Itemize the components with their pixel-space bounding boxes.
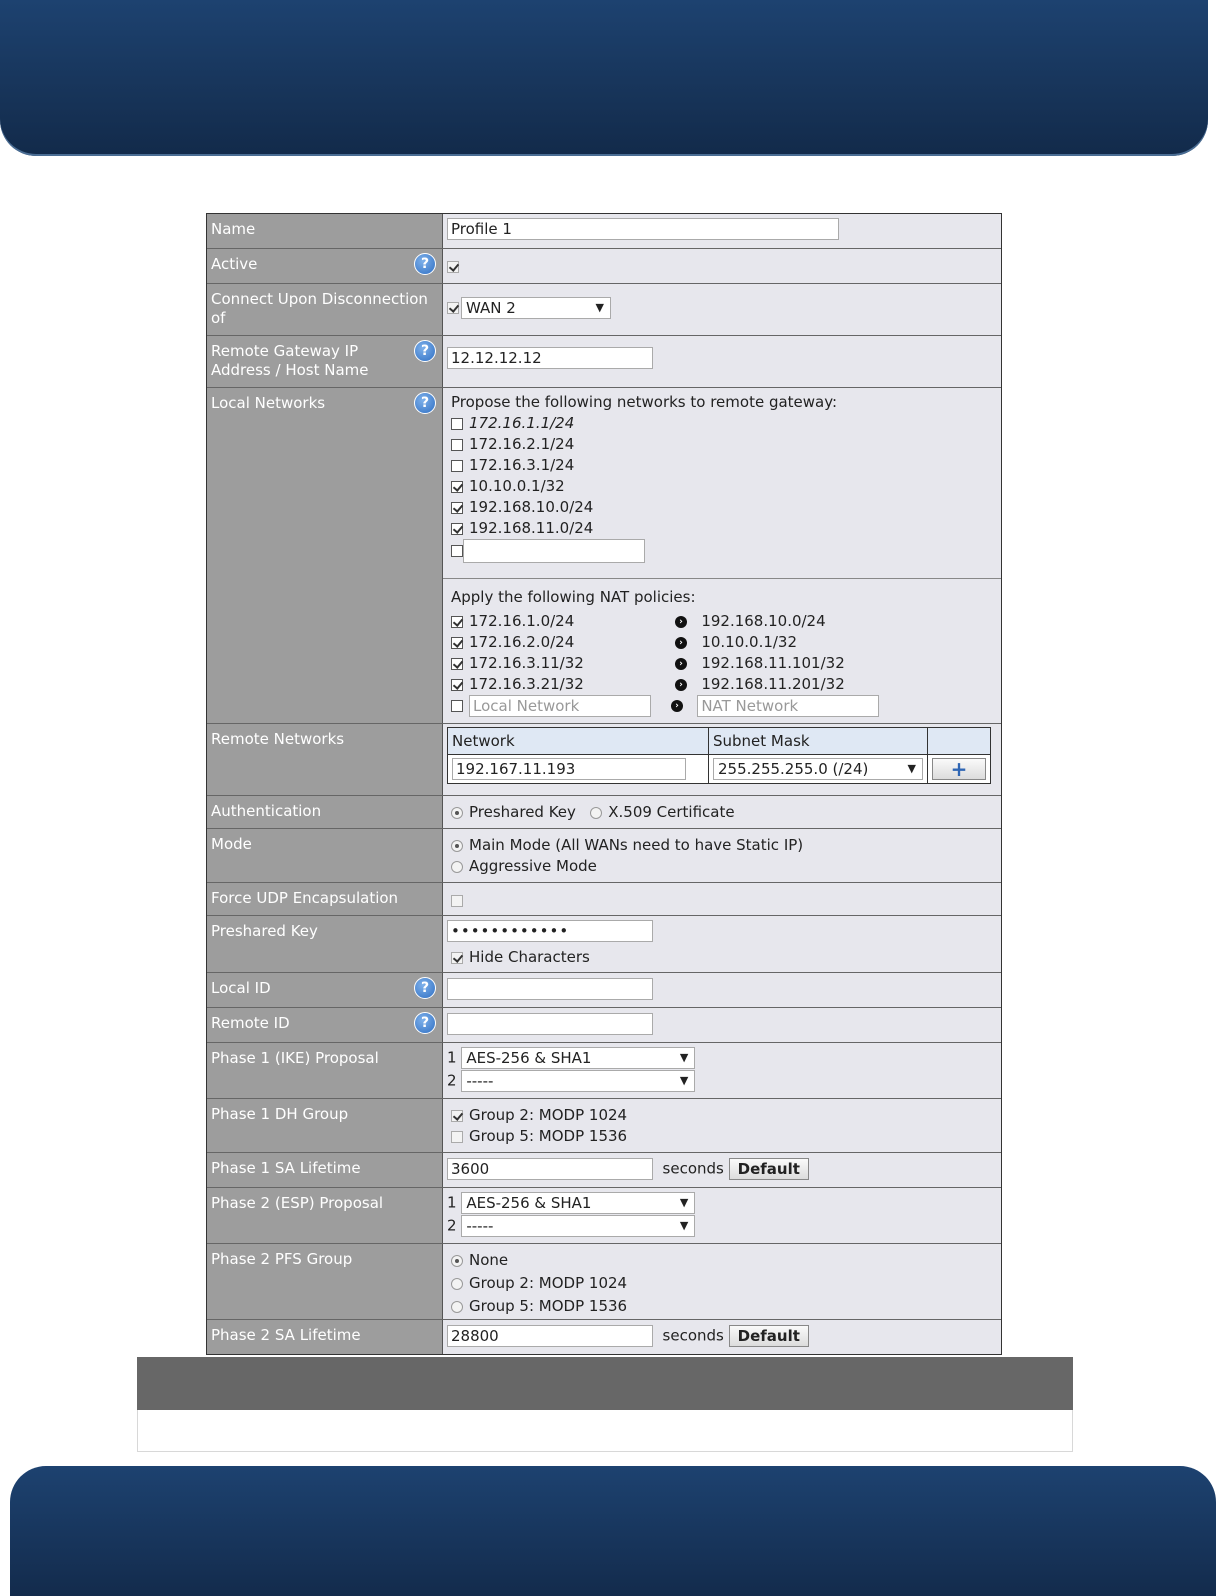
dropdown-arrow-icon: ▼: [907, 762, 916, 775]
nat-local: 172.16.1.0/24: [469, 612, 575, 630]
label-p1-sa: Phase 1 SA Lifetime: [207, 1153, 443, 1187]
dropdown-arrow-icon: ▼: [679, 1219, 689, 1232]
row-name: [207, 214, 1001, 249]
p1-proposal-num-2: 2: [447, 1071, 457, 1090]
network-checkbox[interactable]: [451, 502, 463, 514]
row-remote-gw: [207, 336, 1001, 388]
hide-characters-checkbox[interactable]: [451, 952, 463, 964]
nat-checkbox[interactable]: [451, 637, 463, 649]
row-psk: [207, 916, 1001, 973]
aggressive-mode-label: Aggressive Mode: [469, 857, 597, 875]
custom-network-input[interactable]: [463, 539, 645, 563]
nat-local: 172.16.2.0/24: [469, 633, 575, 651]
remote-gw-input[interactable]: 12.12.12.12: [447, 347, 653, 369]
row-remote-id: [207, 1008, 1001, 1043]
network-value: 192.168.10.0/24: [469, 498, 594, 516]
p2-proposal-select-2[interactable]: [461, 1215, 695, 1237]
label-p2-sa: Phase 2 SA Lifetime: [207, 1320, 443, 1354]
pfs-group2-label: Group 2: MODP 1024: [469, 1274, 628, 1292]
propose-text: Propose the following networks to remote gateway:: [451, 393, 838, 411]
p1-proposal-select-2[interactable]: [461, 1070, 695, 1092]
pfs-group5-label: Group 5: MODP 1536: [469, 1297, 628, 1315]
pfs-group5-radio[interactable]: [451, 1301, 463, 1313]
p1-sa-unit: seconds: [662, 1159, 724, 1178]
wan-select-value: WAN 2: [466, 299, 516, 317]
label-mode: Mode: [207, 829, 443, 882]
dropdown-arrow-icon: ▼: [679, 1051, 689, 1064]
p2-sa-unit: seconds: [662, 1326, 724, 1345]
row-active: [207, 249, 1001, 284]
remote-id-input[interactable]: [447, 1013, 653, 1035]
help-icon[interactable]: ?: [414, 977, 436, 999]
row-p1-dh: [207, 1099, 1001, 1153]
col-action: [928, 728, 991, 755]
label-p2-proposal: Phase 2 (ESP) Proposal: [207, 1188, 443, 1243]
help-icon[interactable]: ?: [414, 253, 436, 275]
p1-proposal-value-2: -----: [466, 1072, 494, 1090]
bottom-banner: [10, 1466, 1216, 1596]
label-connect: Connect Upon Disconnection of: [207, 284, 443, 335]
table-body-row: [137, 1410, 1073, 1452]
label-p1-proposal: Phase 1 (IKE) Proposal: [207, 1043, 443, 1098]
label-p2-pfs: Phase 2 PFS Group: [207, 1244, 443, 1319]
row-p2-proposal: [207, 1188, 1001, 1244]
main-mode-label: Main Mode (All WANs need to have Static IP): [469, 836, 804, 854]
p2-proposal-select-1[interactable]: [461, 1192, 695, 1214]
dh-group2-checkbox[interactable]: [451, 1110, 463, 1122]
udp-checkbox[interactable]: [451, 895, 463, 907]
plus-icon: +: [950, 757, 968, 781]
p2-proposal-value-2: -----: [466, 1217, 494, 1235]
nat-target: 192.168.10.0/24: [701, 612, 826, 630]
auth-psk-radio[interactable]: [451, 807, 463, 819]
p1-proposal-num-1: 1: [447, 1048, 457, 1067]
p2-proposal-num-1: 1: [447, 1193, 457, 1212]
p2-proposal-value-1: AES-256 & SHA1: [466, 1194, 592, 1212]
label-remote-gw: Remote Gateway IP Address / Host Name: [211, 342, 369, 379]
network-checkbox[interactable]: [451, 439, 463, 451]
pfs-none-radio[interactable]: [451, 1255, 463, 1267]
top-banner: [0, 0, 1208, 156]
nat-target: 10.10.0.1/32: [701, 633, 798, 651]
nat-network-input[interactable]: NAT Network: [697, 695, 879, 717]
pfs-none-label: None: [469, 1251, 509, 1269]
local-id-input[interactable]: [447, 978, 653, 1000]
arrow-right-icon: ›: [671, 700, 683, 712]
p1-default-button[interactable]: Default: [729, 1158, 809, 1180]
label-local-networks: Local Networks: [211, 394, 326, 412]
p1-sa-input[interactable]: 3600: [447, 1158, 653, 1180]
nat-local: 172.16.3.11/32: [469, 654, 584, 672]
help-icon[interactable]: ?: [414, 392, 436, 414]
nat-checkbox[interactable]: [451, 616, 463, 628]
arrow-right-icon: ›: [675, 616, 687, 628]
p2-sa-input[interactable]: 28800: [447, 1325, 653, 1347]
dh-group5-label: Group 5: MODP 1536: [469, 1127, 628, 1145]
label-active: Active: [211, 255, 258, 273]
row-udp: [207, 883, 1001, 916]
help-icon[interactable]: ?: [414, 1012, 436, 1034]
name-input[interactable]: Profile 1: [447, 218, 839, 240]
network-value: 172.16.1.1/24: [469, 414, 575, 432]
row-p1-sa: [207, 1153, 1001, 1188]
network-checkbox[interactable]: [451, 481, 463, 493]
arrow-right-icon: ›: [675, 658, 687, 670]
row-local-networks: [207, 388, 1001, 724]
add-remote-network-button[interactable]: [932, 758, 986, 780]
pfs-group2-radio[interactable]: [451, 1278, 463, 1290]
nat-text: Apply the following NAT policies:: [451, 588, 696, 606]
remote-networks-table: [447, 727, 991, 784]
col-network: Network: [448, 728, 709, 755]
row-mode: [207, 829, 1001, 883]
nat-target: 192.168.11.201/32: [701, 675, 845, 693]
auth-x509-label: X.509 Certificate: [608, 803, 735, 821]
label-udp: Force UDP Encapsulation: [207, 883, 443, 915]
network-checkbox[interactable]: [451, 523, 463, 535]
network-value: 192.168.11.0/24: [469, 519, 594, 537]
row-connect: [207, 284, 1001, 336]
label-psk: Preshared Key: [207, 916, 443, 972]
label-auth: Authentication: [207, 796, 443, 828]
dh-group5-checkbox[interactable]: [451, 1131, 463, 1143]
auth-psk-label: Preshared Key: [469, 803, 576, 821]
label-remote-networks: Remote Networks: [207, 724, 443, 795]
network-value: 172.16.2.1/24: [469, 435, 575, 453]
dropdown-arrow-icon: ▼: [595, 301, 604, 314]
active-checkbox[interactable]: [447, 261, 459, 273]
ipsec-profile-form: [206, 213, 1002, 1355]
network-checkbox[interactable]: [451, 460, 463, 472]
nat-checkbox[interactable]: [451, 658, 463, 670]
dropdown-arrow-icon: ▼: [679, 1074, 689, 1087]
label-local-id: Local ID: [211, 979, 271, 997]
label-p1-dh: Phase 1 DH Group: [207, 1099, 443, 1152]
auth-x509-radio[interactable]: [590, 807, 602, 819]
dropdown-arrow-icon: ▼: [679, 1196, 689, 1209]
p2-default-button[interactable]: Default: [729, 1325, 809, 1347]
col-mask: Subnet Mask: [709, 728, 928, 755]
network-value: 10.10.0.1/32: [469, 477, 565, 495]
hide-characters-label: Hide Characters: [469, 948, 590, 966]
nat-checkbox[interactable]: [451, 679, 463, 691]
row-auth: [207, 796, 1001, 829]
label-name: Name: [207, 214, 443, 248]
p1-proposal-select-1[interactable]: [461, 1047, 695, 1069]
subnet-mask-select[interactable]: [713, 758, 923, 780]
dh-group2-label: Group 2: MODP 1024: [469, 1106, 628, 1124]
label-remote-id: Remote ID: [211, 1014, 290, 1032]
row-p2-pfs: [207, 1244, 1001, 1320]
row-remote-networks: [207, 724, 1001, 796]
network-checkbox[interactable]: [451, 418, 463, 430]
nat-local: 172.16.3.21/32: [469, 675, 584, 693]
p2-proposal-num-2: 2: [447, 1216, 457, 1235]
subnet-mask-value: 255.255.255.0 (/24): [718, 760, 869, 778]
aggressive-mode-radio[interactable]: [451, 861, 463, 873]
row-p1-proposal: [207, 1043, 1001, 1099]
local-network-input[interactable]: Local Network: [469, 695, 651, 717]
remote-network-input[interactable]: 192.167.11.193: [452, 758, 686, 780]
nat-checkbox[interactable]: [451, 700, 463, 712]
nat-target: 192.168.11.101/32: [701, 654, 845, 672]
main-mode-radio[interactable]: [451, 840, 463, 852]
table-header-bar: [137, 1357, 1073, 1410]
network-value: 172.16.3.1/24: [469, 456, 575, 474]
p1-proposal-value-1: AES-256 & SHA1: [466, 1049, 592, 1067]
row-p2-sa: [207, 1320, 1001, 1354]
arrow-right-icon: ›: [675, 637, 687, 649]
wan-select[interactable]: [461, 297, 611, 319]
help-icon[interactable]: ?: [414, 340, 436, 362]
connect-checkbox[interactable]: [447, 302, 459, 314]
psk-input[interactable]: ••••••••••••: [447, 920, 653, 942]
row-local-id: [207, 973, 1001, 1008]
arrow-right-icon: ›: [675, 679, 687, 691]
network-checkbox[interactable]: [451, 545, 463, 557]
